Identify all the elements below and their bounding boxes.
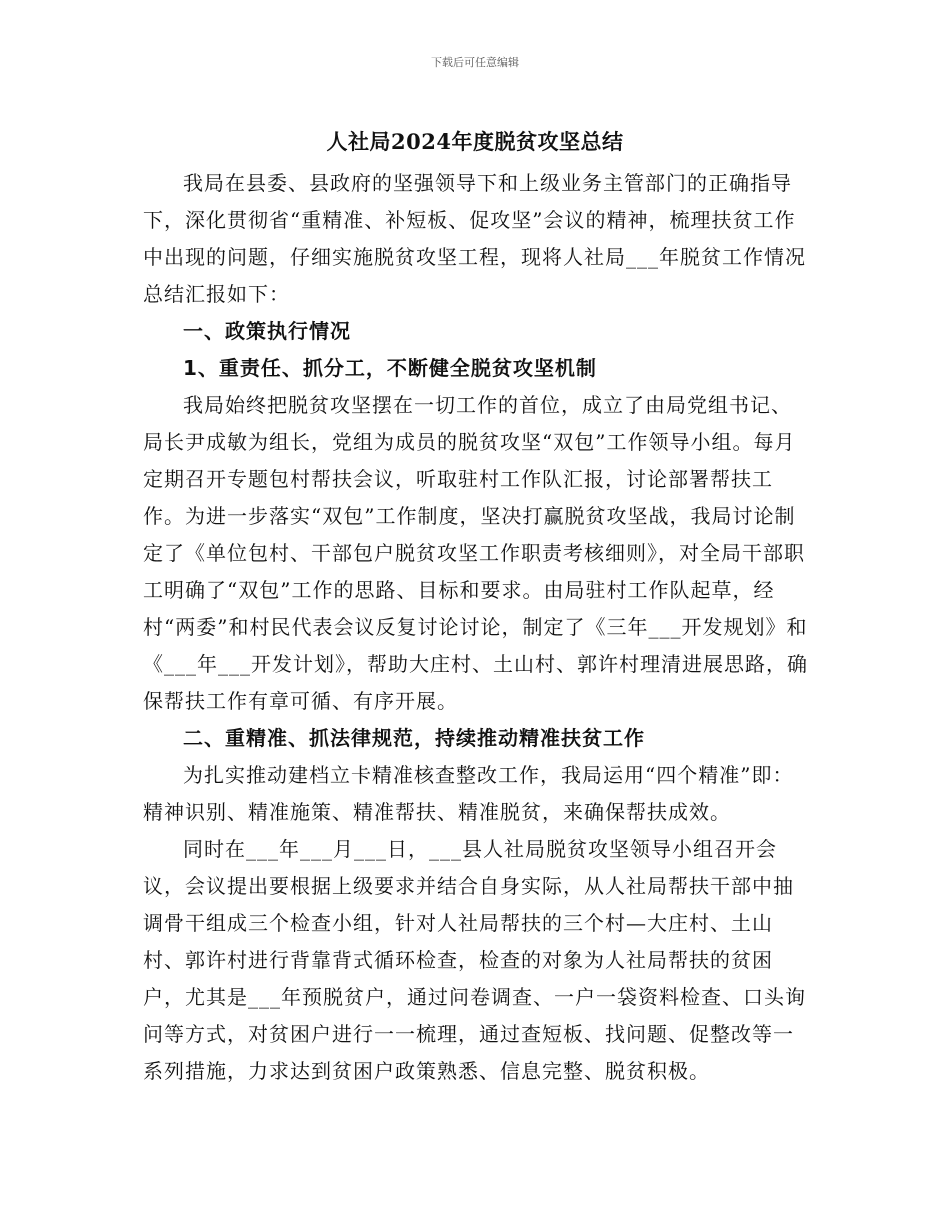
- body-paragraph-2: 为扎实推动建档立卡精准核查整改工作，我局运用“四个精准”即：精神识别、精准施策、精准帮扶、精准脱贫，来确保帮扶成效。: [143, 763, 794, 824]
- subsection-heading-1: 1、重责任、抓分工，不断健全脱贫攻坚机制: [183, 356, 597, 380]
- document-body: [143, 165, 811, 1090]
- document-title: 人社局2024年度脱贫攻坚总结: [326, 129, 624, 154]
- section-heading-2: 二、重精准、抓法律规范，持续推动精准扶贫工作: [183, 726, 645, 750]
- body-paragraph-1: 我局始终把脱贫攻坚摆在一切工作的首位，成立了由局党组书记、局长尹成敏为组长，党组为成员的脱贫攻坚“双包”工作领导小组。每月定期召开专题包村帮扶会议，听取驻村工作队汇报，讨论部署帮扶工作。为进一步落实“双包”工作制度，坚决打赢脱贫攻坚战，我局讨论制定了《单位包村、干部包户脱贫攻坚工作职责考核细则》，对全局干部职工明确了“双包”工作的思路、目标和要求。由局驻村工作队起草，经村“两委”和村民代表会议反复讨论讨论，制定了《三年___开发规划》和《___年___开发计划》，帮助大庄村、土山村、郭许村理清进展思路，确保帮扶工作有章可循、有序开展。: [143, 393, 808, 713]
- body-paragraph-3: 同时在___年___月___日，___县人社局脱贫攻坚领导小组召开会议，会议提出要根据上级要求并结合自身实际，从人社局帮扶干部中抽调骨干组成三个检查小组，针对人社局帮扶的三个村—大庄村、土山村、郭许村进行背靠背式循环检查，检查的对象为人社局帮扶的贫困户，尤其是___年预脱贫户，通过问卷调查、一户一袋资料检查、口头询问等方式，对贫困户进行一一梳理，通过查短板、找问题、促整改等一系列措施，力求达到贫困户政策熟悉、信息完整、脱贫积极。: [143, 837, 806, 1083]
- header-note: 下载后可任意编辑: [431, 56, 519, 69]
- intro-paragraph: 我局在县委、县政府的坚强领导下和上级业务主管部门的正确指导下，深化贯彻省“重精准、补短板、促攻坚”会议的精神，梳理扶贫工作中出现的问题，仔细实施脱贫攻坚工程，现将人社局___年脱贫工作情况总结汇报如下：: [143, 171, 806, 306]
- section-heading-1: 一、政策执行情况: [183, 319, 351, 343]
